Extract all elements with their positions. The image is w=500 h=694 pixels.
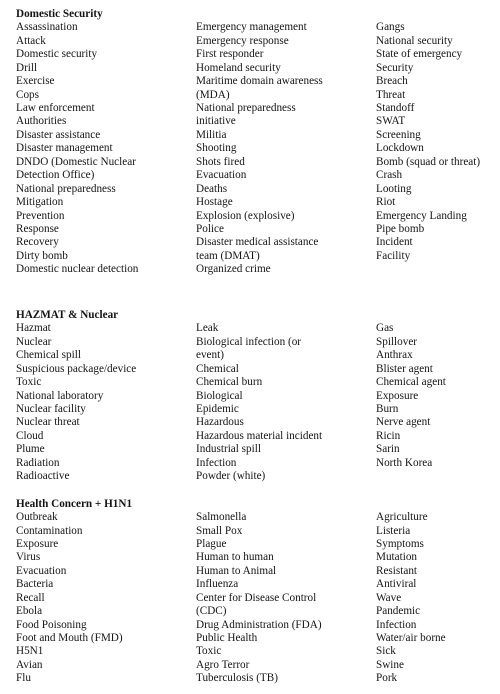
keyword-term: Center for Disease Control	[196, 591, 317, 604]
keyword-term: Bomb (squad or threat)	[376, 155, 481, 168]
keyword-term: Gangs	[376, 21, 405, 34]
term-column-2	[196, 322, 372, 483]
keyword-term: Evacuation	[16, 564, 67, 577]
keyword-term: Suspicious package/device	[16, 362, 137, 375]
keyword-term: Breach	[376, 75, 408, 88]
keyword-term: Maritime domain awareness	[196, 75, 323, 88]
term-columns	[16, 21, 500, 277]
keyword-term: (CDC)	[196, 605, 227, 618]
keyword-term: Cloud	[16, 429, 44, 442]
keyword-term: DNDO (Domestic Nuclear	[16, 155, 136, 168]
keyword-term: Threat	[376, 88, 406, 101]
keyword-term: Chemical agent	[376, 376, 446, 389]
keyword-term: Nuclear facility	[16, 402, 86, 415]
keyword-term: Infection	[376, 618, 417, 631]
keyword-term: National laboratory	[16, 389, 104, 402]
keyword-term: Contamination	[16, 524, 83, 537]
keyword-term: Facility	[376, 249, 411, 262]
keyword-term: Domestic security	[16, 48, 98, 61]
keyword-term: initiative	[196, 115, 236, 128]
keyword-term: Incident	[376, 236, 413, 249]
keyword-term: Biological	[196, 389, 243, 402]
term-columns	[16, 511, 500, 686]
keyword-term: Crash	[376, 169, 403, 182]
keyword-term: Listeria	[376, 524, 411, 537]
keyword-term: Tuberculosis (TB)	[196, 672, 278, 685]
keyword-term: Outbreak	[16, 511, 58, 524]
keyword-term: Virus	[16, 551, 41, 564]
keyword-term: Hazmat	[16, 322, 51, 335]
keyword-term: Looting	[376, 182, 412, 195]
keyword-term: Agriculture	[376, 511, 428, 524]
keyword-term: Plague	[196, 537, 227, 550]
term-column-1	[16, 21, 192, 276]
section-hazmat-nuclear	[16, 309, 500, 484]
keyword-term: Nuclear	[16, 335, 52, 348]
keyword-term: Plume	[16, 443, 45, 456]
keyword-term: Resistant	[376, 564, 418, 577]
keyword-term: Mutation	[376, 551, 418, 564]
keyword-term: Industrial spill	[196, 443, 261, 456]
keyword-term: Sarin	[376, 443, 400, 456]
keyword-term: Cops	[16, 88, 40, 101]
keyword-term: Attack	[16, 34, 46, 47]
keyword-term: Screening	[376, 128, 421, 141]
section-domestic-security	[16, 8, 500, 277]
keyword-term: Avian	[16, 658, 43, 671]
keyword-term: Prevention	[16, 209, 65, 222]
keyword-term: Emergency response	[196, 34, 289, 47]
keyword-term: Symptoms	[376, 537, 424, 550]
keyword-term: Blister agent	[376, 362, 433, 375]
term-column-2	[196, 511, 372, 686]
keyword-term: Riot	[376, 196, 396, 209]
keyword-term: Chemical burn	[196, 376, 263, 389]
keyword-term: (MDA)	[196, 88, 230, 101]
keyword-term: Exposure	[16, 537, 59, 550]
keyword-term: Deaths	[196, 182, 228, 195]
keyword-term: Ebola	[16, 605, 43, 618]
keyword-term: Emergency management	[196, 21, 307, 34]
keyword-term: team (DMAT)	[196, 249, 260, 262]
section-title: Health Concern + H1N1	[16, 497, 133, 510]
keyword-term: Hazardous material incident	[196, 429, 323, 442]
keyword-term: Chemical spill	[16, 349, 81, 362]
keyword-term: Shooting	[196, 142, 237, 155]
keyword-term: Chemical	[196, 362, 239, 375]
keyword-term: Law enforcement	[16, 102, 95, 115]
section-health-concern	[16, 498, 500, 686]
keyword-term: Pork	[376, 672, 398, 685]
keyword-term: Pandemic	[376, 605, 421, 618]
term-column-2	[196, 21, 372, 276]
term-column-1	[16, 322, 192, 483]
keyword-term: Pipe bomb	[376, 222, 425, 235]
term-columns	[16, 322, 500, 483]
keyword-term: Nerve agent	[376, 416, 431, 429]
keyword-term: Flu	[16, 672, 31, 685]
keyword-term: Influenza	[196, 578, 239, 591]
keyword-term: Spillover	[376, 335, 418, 348]
keyword-term: Biological infection (or	[196, 335, 302, 348]
term-column-1	[16, 511, 192, 686]
keyword-term: Epidemic	[196, 402, 239, 415]
keyword-term: Domestic nuclear detection	[16, 263, 139, 276]
keyword-term: First responder	[196, 48, 264, 61]
keyword-term: State of emergency	[376, 48, 463, 61]
keyword-term: Infection	[196, 456, 237, 469]
keyword-term: Emergency Landing	[376, 209, 467, 222]
keyword-term: Water/air borne	[376, 632, 446, 645]
keyword-term: Standoff	[376, 102, 415, 115]
keyword-term: Evacuation	[196, 169, 247, 182]
keyword-term: Explosion (explosive)	[196, 209, 295, 222]
keyword-term: Foot and Mouth (FMD)	[16, 632, 123, 645]
keyword-term: H5N1	[16, 645, 44, 658]
keyword-term: Antiviral	[376, 578, 417, 591]
keyword-term: Small Pox	[196, 524, 243, 537]
keyword-term: Exposure	[376, 389, 419, 402]
keyword-term: Drug Administration (FDA)	[196, 618, 322, 631]
keyword-term: Leak	[196, 322, 219, 335]
keyword-term: Human to Animal	[196, 564, 277, 577]
keyword-term: North Korea	[376, 456, 433, 469]
keyword-term: Organized crime	[196, 263, 271, 276]
keyword-term: Hazardous	[196, 416, 244, 429]
keyword-term: Gas	[376, 322, 394, 335]
keyword-term: National preparedness	[16, 182, 116, 195]
section-title: Domestic Security	[16, 8, 103, 20]
keyword-term: Nuclear threat	[16, 416, 80, 429]
keyword-term: Militia	[196, 128, 227, 141]
keyword-term: Dirty bomb	[16, 249, 68, 262]
keyword-term: event)	[196, 349, 224, 362]
keyword-term: Swine	[376, 658, 404, 671]
keyword-term: Disaster medical assistance	[196, 236, 319, 249]
keyword-term: National preparedness	[196, 102, 296, 115]
keyword-term: Detection Office)	[16, 169, 95, 182]
keyword-term: Public Health	[196, 632, 258, 645]
keyword-term: Salmonella	[196, 511, 247, 524]
keyword-term: Security	[376, 61, 414, 74]
keyword-term: Recovery	[16, 236, 59, 249]
keyword-term: Toxic	[16, 376, 42, 389]
keyword-term: Authorities	[16, 115, 67, 128]
keyword-term: Exercise	[16, 75, 55, 88]
keyword-term: Radioactive	[16, 470, 70, 483]
keyword-term: Anthrax	[376, 349, 413, 362]
keyword-term: Wave	[376, 591, 402, 604]
keyword-term: Shots fired	[196, 155, 245, 168]
keyword-term: Police	[196, 222, 224, 235]
keyword-term: Drill	[16, 61, 38, 74]
term-column-3	[376, 511, 500, 686]
keyword-term: Toxic	[196, 645, 222, 658]
keyword-term: Mitigation	[16, 196, 64, 209]
keyword-term: Powder (white)	[196, 470, 266, 483]
keyword-term: Ricin	[376, 429, 401, 442]
keyword-term: Agro Terror	[196, 658, 250, 671]
section-title: HAZMAT & Nuclear	[16, 308, 119, 321]
term-column-3	[376, 322, 500, 470]
keyword-term: SWAT	[376, 115, 406, 128]
keyword-term: Sick	[376, 645, 396, 658]
keyword-term: Radiation	[16, 456, 60, 469]
keyword-term: Response	[16, 222, 59, 235]
keyword-term: Disaster assistance	[16, 128, 101, 141]
keyword-term: Recall	[16, 591, 45, 604]
keyword-term: Food Poisoning	[16, 618, 87, 631]
keyword-term: Homeland security	[196, 61, 281, 74]
keyword-term: Assassination	[16, 21, 78, 34]
term-column-3	[376, 21, 500, 263]
keyword-term: National security	[376, 34, 453, 47]
keyword-term: Bacteria	[16, 578, 54, 591]
keyword-term: Burn	[376, 402, 399, 415]
keyword-term: Human to human	[196, 551, 274, 564]
keyword-term: Lockdown	[376, 142, 424, 155]
keyword-term: Disaster management	[16, 142, 113, 155]
keyword-term: Hostage	[196, 196, 233, 209]
